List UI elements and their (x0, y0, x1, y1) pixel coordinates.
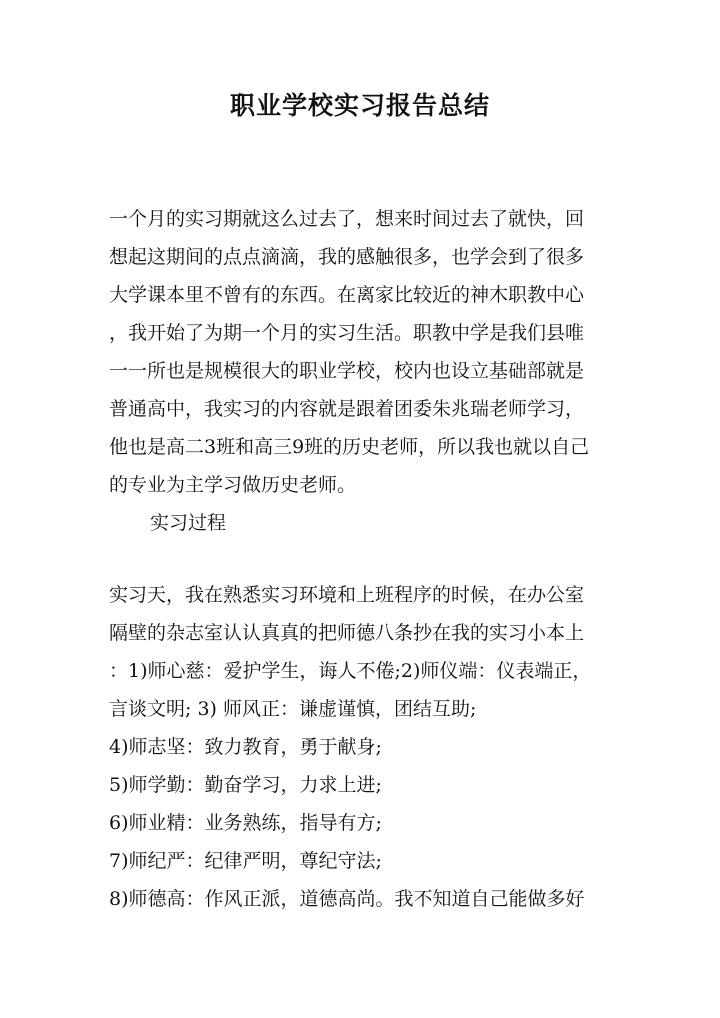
paragraph-line: 一个月的实习期就这么过去了，想来时间过去了就快，回 (109, 208, 585, 230)
section-heading: 实习过程 (150, 512, 227, 534)
document-title: 职业学校实习报告总结 (229, 91, 490, 120)
paragraph-line: 一一所也是规模很大的职业学校，校内也设立基础部就是 (109, 360, 585, 382)
list-item: 8)师德高：作风正派，道德高尚。我不知道自己能做多好 (109, 888, 585, 910)
list-item: 4)师志坚：致力教育，勇于献身; (109, 736, 382, 758)
paragraph-line: 隔壁的杂志室认认真真的把师德八条抄在我的实习小本上 (109, 622, 585, 644)
list-item: 7)师纪严：纪律严明，尊纪守法; (109, 850, 382, 872)
list-item: 6)师业精：业务熟练，指导有方; (109, 812, 382, 834)
paragraph-line: 实习天，我在熟悉实习环境和上班程序的时候，在办公室 (109, 584, 585, 606)
paragraph-line: 普通高中，我实习的内容就是跟着团委朱兆瑞老师学习， (109, 398, 585, 420)
paragraph-line: 言谈文明; 3) 师风正：谦虚谨慎，团结互助; (109, 698, 477, 720)
paragraph-line: 想起这期间的点点滴滴，我的感触很多，也学会到了很多 (109, 246, 585, 268)
paragraph-line: 的专业为主学习做历史老师。 (109, 474, 357, 496)
paragraph-line: 大学课本里不曾有的东西。在离家比较近的神木职教中心 (109, 284, 585, 306)
paragraph-line: ：1)师心慈：爱护学生，诲人不倦;2)师仪端：仪表端正， (109, 660, 592, 682)
paragraph-line: 他也是高二3班和高三9班的历史老师，所以我也就以自己 (109, 436, 590, 458)
list-item: 5)师学勤：勤奋学习，力求上进; (109, 774, 382, 796)
paragraph-line: ，我开始了为期一个月的实习生活。职教中学是我们县唯 (109, 322, 585, 344)
